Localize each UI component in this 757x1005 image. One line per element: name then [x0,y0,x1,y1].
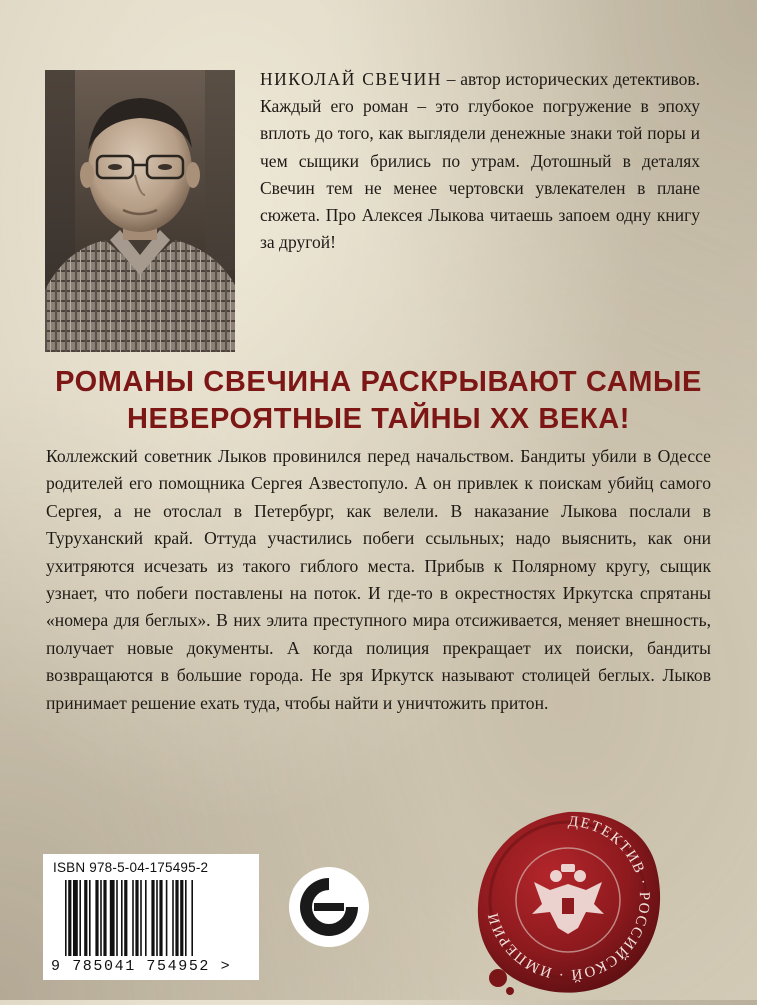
author-bio-text: – автор исторических детективов. Каждый его роман – это глубокое погружение в эпоху вплоть до того, как выглядели денежные знаки той поры и чем сыщики брились по утрам. Дотошный в деталях Свечин тем не менее чертовски увлекателен в плане сюжета. Про Алексея Лыкова читаешь запоем одну книгу за другой! [260,69,701,253]
publisher-logo [288,866,370,953]
author-bio [260,66,700,256]
headline [0,364,757,438]
barcode-bar [89,880,91,956]
barcode-bar [156,880,158,956]
isbn-label: ISBN 978-5-04-175495-2 [53,860,209,875]
barcode-bar [132,880,134,956]
barcode-bar [79,880,81,956]
barcode-bar [95,880,98,956]
headline-line-1: РОМАНЫ СВЕЧИНА РАСКРЫВАЮТ САМЫЕ [55,366,702,398]
barcode-bar [145,880,147,956]
seal-text: ДЕТЕКТИВ · РОССИЙСКОЙ · ИМПЕРИИ [485,813,653,983]
barcode-bar [65,880,67,956]
author-photo [45,70,235,352]
barcode-bar [121,880,123,956]
barcode-bar [100,880,102,956]
barcode-digits: 9 785041 754952 > [51,958,232,975]
barcode-bar [140,880,142,956]
barcode-bar [116,880,118,956]
barcode-bar [172,880,174,956]
wax-seal-emblem [468,806,668,1000]
author-name: НИКОЛАЙ СВЕЧИН [260,69,442,89]
barcode-bar [175,880,178,956]
barcode-bar [166,880,168,956]
barcode-box [43,854,259,980]
barcode-bar [135,880,138,956]
barcode-bar [68,880,71,956]
eksmo-logo-icon [288,866,370,948]
barcode-bar [73,880,78,956]
headline-line-2: НЕВЕРОЯТНЫЕ ТАЙНЫ XX ВЕКА! [127,403,630,435]
barcode-bar [185,880,187,956]
barcode-bar [110,880,115,956]
barcode-bar [159,880,162,956]
barcode-bar [124,880,127,956]
synopsis: Коллежский советник Лыков провинился перед начальством. Бандиты убили в Одессе родителей его помощника Сергея Азвестопуло. А он привлек к поискам убийц самого Сергея, а не отослал в Петербург, как велели. В наказание Лыкова послали в Туруханский край. Оттуда участились побеги ссыльных; надо выяснить, как они ухитряются исчезать из такого гиблого места. Прибыв к Полярному кругу, сыщик узнает, что побеги поставлены на поток. И где-то в окрестностях Иркутска спрятаны «номера для беглых». В них элита преступного мира отсиживается, меняет внешность, получает новые документы. А когда полиция прекращает их поиски, бандиты возвращаются в большие города. Не зря Иркутск называют столицей беглых. Лыков принимает решение ехать туда, чтобы найти и уничтожить притон. [46,446,711,713]
barcode-bar [180,880,183,956]
barcode-bar [103,880,106,956]
barcode-bar [191,880,193,956]
barcode-bar [84,880,87,956]
author-portrait-image [45,70,235,352]
wax-seal [468,806,668,1005]
barcode-bar [151,880,154,956]
